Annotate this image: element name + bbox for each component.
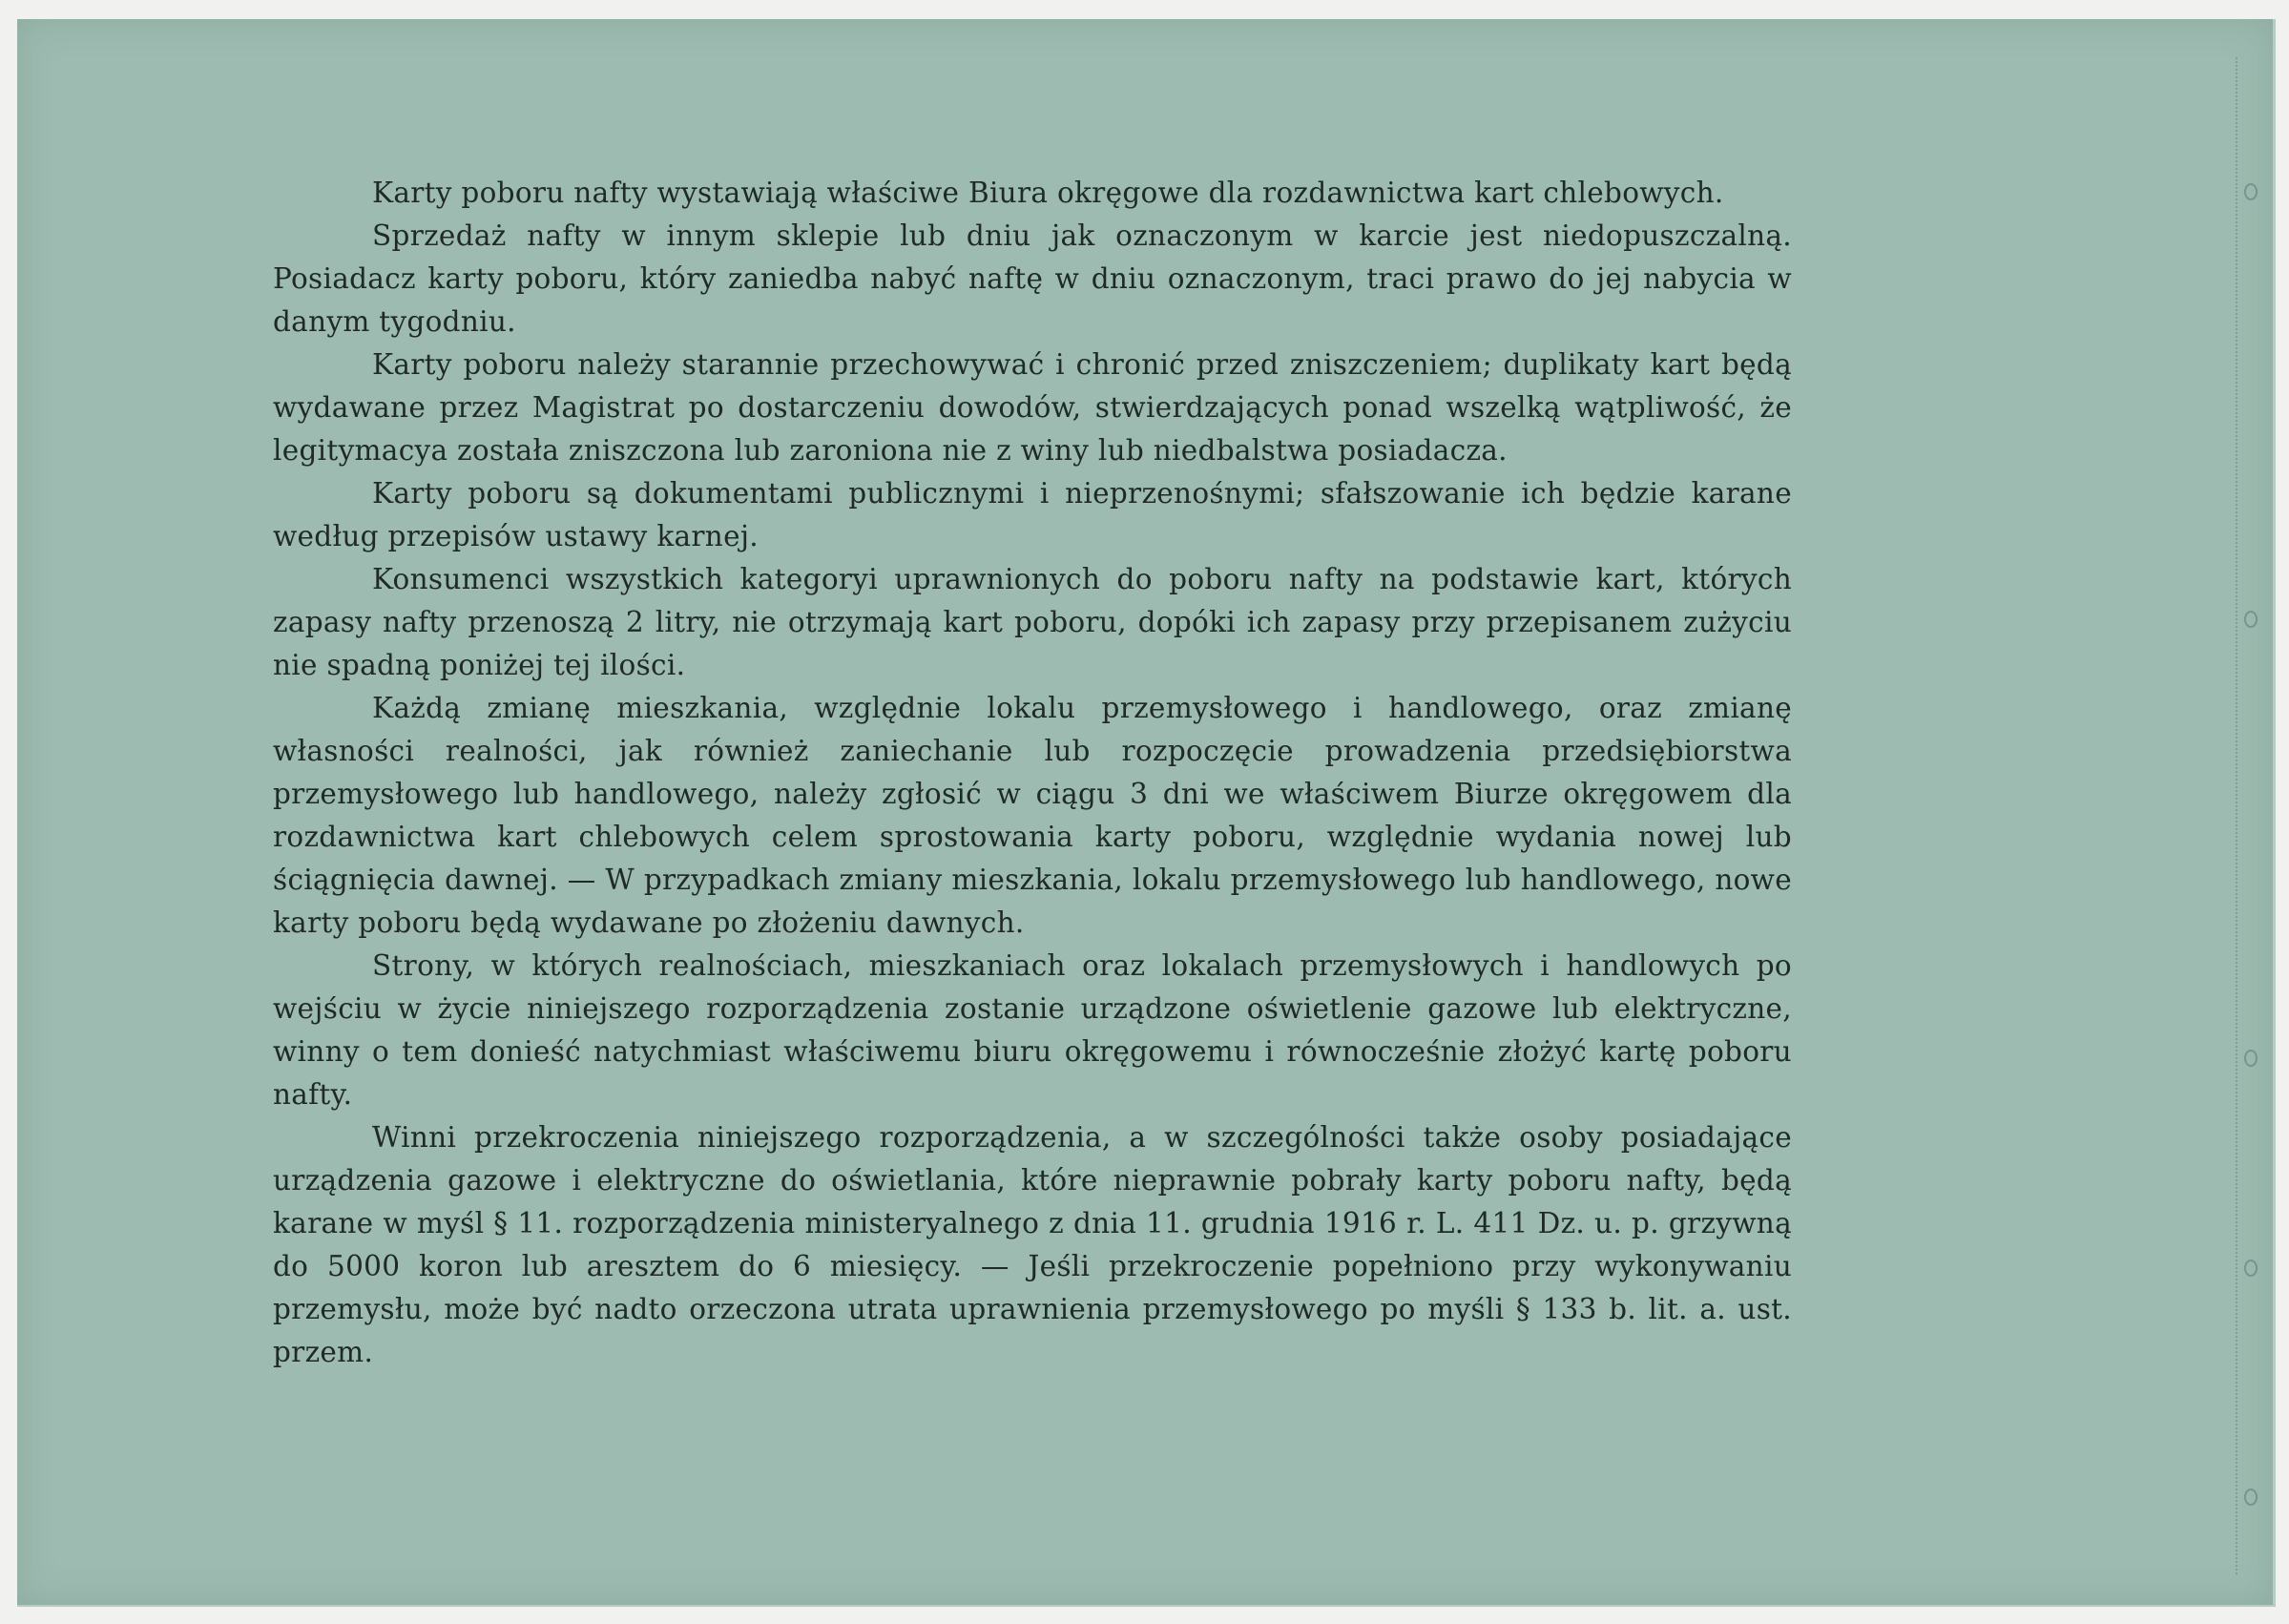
perforation-hole bbox=[2244, 611, 2258, 628]
paragraph-gas-electric: Strony, w których realnościach, mieszkaniach oraz lokalach przemysłowych i handlowych po wejściu w życie niniejszego rozporządzenia zostanie urządzone oświetlenie gazowe lub elektryczne, winny o tem donieść natychmiast właściwemu biuru okręgowemu i równocześnie złożyć kartę poboru nafty. bbox=[273, 949, 1792, 1111]
perforation-hole bbox=[2244, 1050, 2258, 1067]
paragraph-penalties: Winni przekroczenia niniejszego rozporządzenia, a w szczególności także osoby posiadające urządzenia gazowe i elektryczne do oświetlania, które nieprawnie pobrały karty poboru nafty, będą karane w myśl § 11. rozporządzenia ministeryalnego z dnia 11. grudnia 1916 r. L. 411 Dz. u. p. grzywną do 5000 koron lub aresztem do 6 miesięcy. — Jeśli przekroczenie popełniono przy wykonywaniu przemysłu, może być nadto orzeczona utrata uprawnienia przemysłowego po myśli § 133 b. lit. a. ust. przem. bbox=[273, 1121, 1792, 1368]
regulation-text bbox=[273, 172, 1792, 1374]
paragraph-change-notification: Każdą zmianę mieszkania, względnie lokalu przemysłowego i handlowego, oraz zmianę własności realności, jak również zaniechanie lub rozpoczęcie prowadzenia przedsiębiorstwa przemysłowego lub handlowego, należy zgłosić w ciągu 3 dni we właściwem Biurze okręgowem dla rozdawnictwa kart chlebowych celem sprostowania karty poboru, względnie wydania nowej lub ściągnięcia dawnej. — W przypadkach zmiany mieszkania, lokalu przemysłowego lub handlowego, nowe karty poboru będą wydawane po złożeniu dawnych. bbox=[273, 692, 1792, 939]
perforation-hole bbox=[2244, 1260, 2258, 1277]
perforated-edge bbox=[2236, 57, 2266, 1574]
perforation-hole bbox=[2244, 183, 2258, 200]
perforation-hole bbox=[2244, 1489, 2258, 1506]
paragraph-stock-limit: Konsumenci wszystkich kategoryi uprawnionych do poboru nafty na podstawie kart, których zapasy nafty przenoszą 2 litry, nie otrzymają kart poboru, dopóki ich zapasy przy przepisanem zużyciu nie spadną poniżej tej ilości. bbox=[273, 563, 1792, 681]
paragraph-duplicates: Karty poboru należy starannie przechowywać i chronić przed zniszczeniem; duplikaty kart będą wydawane przez Magistrat po dostarczeniu dowodów, stwierdzających ponad wszelką wątpliwość, że legitymacya została zniszczona lub zaroniona nie z winy lub niedbalstwa posiadacza. bbox=[273, 348, 1792, 467]
paragraph-issuance: Karty poboru nafty wystawiają właściwe Biura okręgowe dla rozdawnictwa kart chlebowych. bbox=[372, 177, 1724, 209]
paragraph-public-documents: Karty poboru są dokumentami publicznymi i nieprzenośnymi; sfałszowanie ich będzie karane według przepisów ustawy karnej. bbox=[273, 477, 1792, 552]
paragraph-sale-restriction: Sprzedaż nafty w innym sklepie lub dniu jak oznaczonym w karcie jest niedopuszczalną. Posiadacz karty poboru, który zaniedba nabyć naftę w dniu oznaczonym, traci prawo do jej nabycia w danym tygodniu. bbox=[273, 219, 1792, 338]
